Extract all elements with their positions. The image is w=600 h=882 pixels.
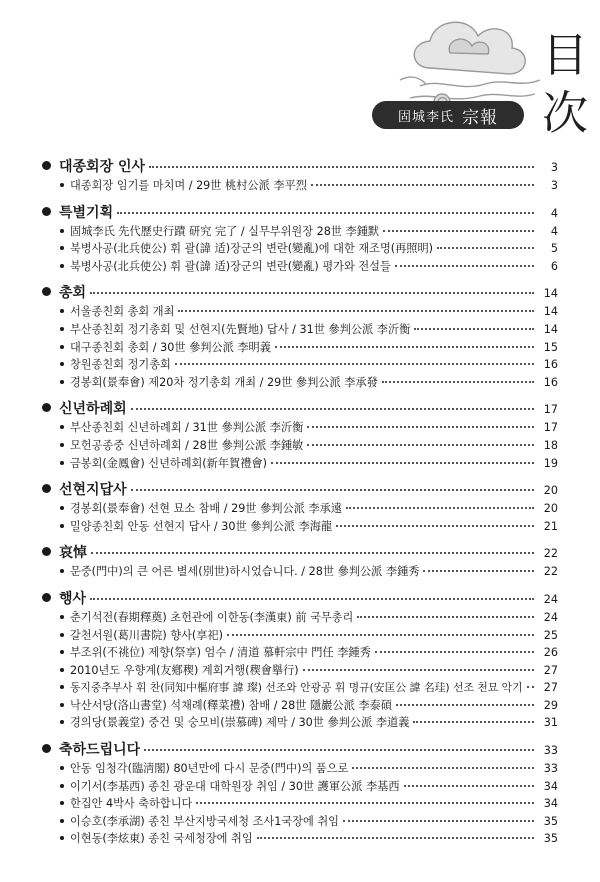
- entry-title: 창원종친회 정기총회: [70, 358, 171, 372]
- page-number: 5: [550, 242, 558, 256]
- entry-title: 북병사공(北兵使公) 휘 괄(諱 适)장군의 변란(變亂) 평가와 전설들: [70, 259, 391, 273]
- page-number: 16: [543, 358, 558, 372]
- entry-bullet-icon: [60, 685, 64, 689]
- entry-bullet-icon: [60, 380, 64, 384]
- entry-title: 금봉회(金鳳會) 신년하례회(新年賀禮會): [70, 456, 267, 470]
- entry-title: 동지중추부사 휘 찬(同知中樞府事 諱 璨) 선조와 안광공 휘 명규(安匡公 諱 名珪) 선조 천묘 악기: [70, 681, 523, 695]
- page-number: 34: [543, 779, 558, 793]
- section-bullet-icon: [42, 484, 51, 493]
- entry-title: 이승호(李承湖) 종친 부산지방국세청 조사1국장에 취임: [70, 814, 339, 828]
- toc-entry[interactable]: [42, 662, 558, 680]
- page-number: 20: [543, 502, 558, 516]
- dot-leader: [275, 345, 534, 348]
- dot-leader: [311, 183, 534, 186]
- section-title: 哀悼: [59, 545, 87, 562]
- entry-bullet-icon: [60, 836, 64, 840]
- entry-bullet-icon: [60, 425, 64, 429]
- section-title: 행사: [59, 590, 87, 607]
- entry-bullet-icon: [60, 345, 64, 349]
- entry-bullet-icon: [60, 309, 64, 313]
- dot-leader: [437, 246, 534, 249]
- entry-title: 이기서(李基西) 종친 광운대 대학원장 취임 / 30世 護軍公派 李基西: [70, 779, 400, 793]
- dot-leader: [131, 407, 534, 410]
- entry-title: 부산종친회 정기총회 및 선현지(先賢地) 답사 / 31世 參判公派 李沂衡: [70, 322, 411, 336]
- entry-bullet-icon: [60, 720, 64, 724]
- toc-section-heading[interactable]: [42, 589, 558, 609]
- entry-title: 경의당(景義堂) 중건 및 숭모비(崇慕碑) 제막 / 30世 參判公派 李道義: [70, 716, 410, 730]
- toc-entry[interactable]: [42, 795, 558, 813]
- entry-title: 대종회장 임기를 마치며 / 29世 桃村公派 李平烈: [70, 179, 307, 192]
- page-number: 33: [543, 744, 558, 758]
- page-number: 35: [543, 814, 558, 828]
- toc-section: [42, 480, 558, 535]
- page-number: 24: [543, 610, 558, 624]
- toc-entry[interactable]: [42, 627, 558, 645]
- toc-entry[interactable]: [42, 760, 558, 778]
- entry-title: 갈천서원(葛川書院) 향사(享祀): [70, 628, 223, 642]
- section-title: 대종회장 인사: [59, 159, 146, 175]
- entry-title: 문중(門中)의 큰 어른 별세(別世)하시었습니다. / 28世 參判公派 李鍾秀: [70, 565, 420, 579]
- entry-title: 밀양종친회 안동 선현지 답사 / 30世 參判公派 李海龍: [70, 519, 333, 533]
- dot-leader: [91, 551, 534, 554]
- page-number: 29: [543, 698, 558, 712]
- section-bullet-icon: [42, 287, 51, 296]
- page-number: 19: [543, 456, 558, 470]
- toc-section-heading[interactable]: [42, 283, 558, 303]
- toc-entry[interactable]: [42, 223, 558, 241]
- toc-entry[interactable]: [42, 714, 558, 732]
- dot-leader: [343, 819, 534, 822]
- toc-entry[interactable]: [42, 830, 558, 848]
- entry-title: 대구종친회 총회 / 30世 參判公派 李明義: [70, 340, 271, 354]
- page-number: 16: [543, 375, 558, 389]
- entry-title: 북병사공(北兵使公) 휘 괄(諱 适)장군의 변란(變亂)에 대한 재조명(再照明): [70, 242, 434, 256]
- section-bullet-icon: [42, 207, 51, 216]
- entry-bullet-icon: [60, 650, 64, 654]
- toc-entry[interactable]: [42, 778, 558, 796]
- dot-leader: [257, 836, 534, 839]
- entry-title: 안동 임청각(臨淸閣) 80년만에 다시 문중(門中)의 품으로: [70, 762, 349, 776]
- page-number: 4: [550, 206, 558, 220]
- toc-section-heading[interactable]: [42, 157, 558, 177]
- entry-title: 춘기석전(春期釋奠) 초헌관에 이한동(李漢東) 前 국무총리: [70, 610, 354, 624]
- page-number: 22: [543, 547, 558, 561]
- dot-leader: [271, 461, 534, 464]
- entry-bullet-icon: [60, 524, 64, 528]
- page-number: 33: [543, 762, 558, 776]
- dot-leader: [396, 703, 534, 706]
- contents-title-char: 目: [542, 28, 588, 82]
- dot-leader: [144, 748, 534, 751]
- page-number: 27: [543, 681, 558, 695]
- entry-bullet-icon: [60, 327, 64, 331]
- section-title: 선현지답사: [59, 482, 127, 499]
- entry-title: 낙산서당(洛山書堂) 석채례(釋菜禮) 참배 / 28世 隱巖公派 李泰碩: [70, 698, 392, 712]
- page-number: 31: [543, 716, 558, 730]
- toc-entry[interactable]: [42, 455, 558, 473]
- toc-section-heading[interactable]: [42, 203, 558, 223]
- entry-title: 서울종친회 총회 개최: [70, 305, 175, 319]
- entry-bullet-icon: [60, 784, 64, 788]
- entry-bullet-icon: [60, 703, 64, 707]
- dot-leader: [383, 229, 534, 232]
- toc-entry[interactable]: [42, 374, 558, 392]
- badge-clan-name: 固城李氏: [397, 109, 454, 125]
- toc-entry[interactable]: [42, 303, 558, 321]
- toc-entry[interactable]: [42, 609, 558, 627]
- page-number: 34: [543, 797, 558, 811]
- entry-bullet-icon: [60, 569, 64, 573]
- entry-bullet-icon: [60, 506, 64, 510]
- publication-badge: [372, 101, 524, 129]
- toc-entry[interactable]: [42, 240, 558, 258]
- entry-bullet-icon: [60, 819, 64, 823]
- toc-entry[interactable]: [42, 644, 558, 662]
- contents-title: [537, 26, 593, 142]
- page-number: 15: [543, 340, 558, 354]
- toc-entry[interactable]: [42, 419, 558, 437]
- toc-section: [42, 399, 558, 472]
- toc-section-heading[interactable]: [42, 740, 558, 760]
- page-number: 22: [543, 565, 558, 579]
- entry-bullet-icon: [60, 668, 64, 672]
- page-number: 27: [543, 663, 558, 677]
- section-bullet-icon: [42, 403, 51, 412]
- page-number: 17: [543, 403, 558, 417]
- entry-title: 경봉회(景奉會) 제20차 정기총회 개최 / 29世 參判公派 李承發: [70, 375, 378, 389]
- dot-leader: [336, 524, 534, 527]
- dot-leader: [90, 597, 534, 600]
- section-title: 총회: [59, 285, 87, 302]
- toc-section: [42, 740, 558, 848]
- entry-title: 모헌공종중 신년하례회 / 28世 參判公派 李鍾敏: [70, 438, 304, 452]
- entry-title: 한집안 4박사 축하합니다: [70, 797, 193, 811]
- toc-entry[interactable]: [42, 339, 558, 357]
- entry-title: 부산종친회 신년하례회 / 31世 參判公派 李沂衡: [70, 421, 304, 435]
- entry-bullet-icon: [60, 183, 64, 187]
- toc-section-heading[interactable]: [42, 543, 558, 563]
- entry-title: 경봉회(景奉會) 선현 묘소 참배 / 29世 參判公派 李承遠: [70, 502, 342, 516]
- section-title: 신년하례회: [59, 401, 127, 418]
- toc-entry[interactable]: [42, 518, 558, 536]
- page-number: 14: [543, 322, 558, 336]
- dot-leader: [117, 211, 534, 214]
- dot-leader: [423, 569, 534, 572]
- dot-leader: [414, 327, 534, 330]
- toc-entry[interactable]: [42, 356, 558, 374]
- section-title: 축하드립니다: [59, 742, 141, 759]
- dot-leader: [395, 264, 534, 267]
- toc-section: [42, 203, 558, 276]
- toc-section-heading[interactable]: [42, 399, 558, 419]
- page-number: 6: [550, 259, 558, 273]
- page-number: 20: [543, 484, 558, 498]
- dot-leader: [196, 801, 534, 804]
- entry-bullet-icon: [60, 362, 64, 366]
- entry-bullet-icon: [60, 766, 64, 770]
- section-bullet-icon: [42, 593, 51, 602]
- toc-entry[interactable]: [42, 500, 558, 518]
- entry-title: 부조위(不祧位) 제향(祭享) 엄수 / 清道 慕軒宗中 門任 李鍾秀: [70, 646, 371, 660]
- entry-bullet-icon: [60, 461, 64, 465]
- table-of-contents: [42, 157, 558, 856]
- toc-entry[interactable]: [42, 437, 558, 455]
- dot-leader: [375, 650, 534, 653]
- dot-leader: [175, 362, 534, 365]
- toc-entry[interactable]: [42, 697, 558, 715]
- toc-section: [42, 157, 558, 195]
- page-number: 25: [543, 628, 558, 642]
- badge-publication-name: 宗報: [462, 107, 498, 128]
- page-number: 21: [543, 519, 558, 533]
- page-number: 24: [543, 592, 558, 606]
- section-bullet-icon: [42, 547, 51, 556]
- entry-title: 固城李氏 先代歷史行蹟 研究 完了 / 실무부위원장 28世 李鍾默: [70, 224, 380, 238]
- entry-bullet-icon: [60, 264, 64, 268]
- entry-title: 2010년도 우향계(友鄕稧) 계회거행(稧會擧行): [70, 663, 299, 677]
- entry-bullet-icon: [60, 615, 64, 619]
- toc-section: [42, 543, 558, 581]
- dot-leader: [178, 309, 534, 312]
- dot-leader: [346, 506, 534, 509]
- dot-leader: [357, 615, 534, 618]
- dot-leader: [413, 720, 534, 723]
- dot-leader: [307, 443, 534, 446]
- dot-leader: [149, 165, 534, 168]
- dot-leader: [131, 488, 534, 491]
- toc-entry[interactable]: [42, 177, 558, 195]
- page-number: 18: [543, 438, 558, 452]
- page-header: [0, 0, 600, 150]
- page-number: 14: [543, 287, 558, 301]
- dot-leader: [527, 685, 534, 688]
- page-number: 3: [550, 161, 558, 174]
- page-number: 17: [543, 421, 558, 435]
- entry-bullet-icon: [60, 801, 64, 805]
- entry-bullet-icon: [60, 443, 64, 447]
- dot-leader: [307, 425, 534, 428]
- entry-bullet-icon: [60, 246, 64, 250]
- toc-entry[interactable]: [42, 563, 558, 581]
- toc-entry[interactable]: [42, 258, 558, 276]
- dot-leader: [227, 633, 534, 636]
- toc-entry[interactable]: [42, 679, 558, 697]
- toc-section-heading[interactable]: [42, 480, 558, 500]
- dot-leader: [404, 784, 534, 787]
- page-number: 35: [543, 832, 558, 846]
- section-title: 특별기획: [59, 204, 114, 221]
- dot-leader: [382, 380, 534, 383]
- entry-bullet-icon: [60, 229, 64, 233]
- page-number: 3: [550, 179, 558, 192]
- toc-entry[interactable]: [42, 321, 558, 339]
- dot-leader: [90, 291, 534, 294]
- page-number: 14: [543, 305, 558, 319]
- section-bullet-icon: [42, 744, 51, 753]
- entry-title: 이현동(李炫東) 종친 국세청장에 취임: [70, 832, 253, 846]
- contents-title-char: 次: [542, 86, 588, 140]
- dot-leader: [352, 766, 534, 769]
- dot-leader: [303, 668, 534, 671]
- toc-section: [42, 589, 558, 732]
- page-number: 26: [543, 646, 558, 660]
- toc-entry[interactable]: [42, 813, 558, 831]
- entry-bullet-icon: [60, 633, 64, 637]
- toc-section: [42, 283, 558, 391]
- section-bullet-icon: [42, 161, 51, 170]
- page-number: 4: [550, 224, 558, 238]
